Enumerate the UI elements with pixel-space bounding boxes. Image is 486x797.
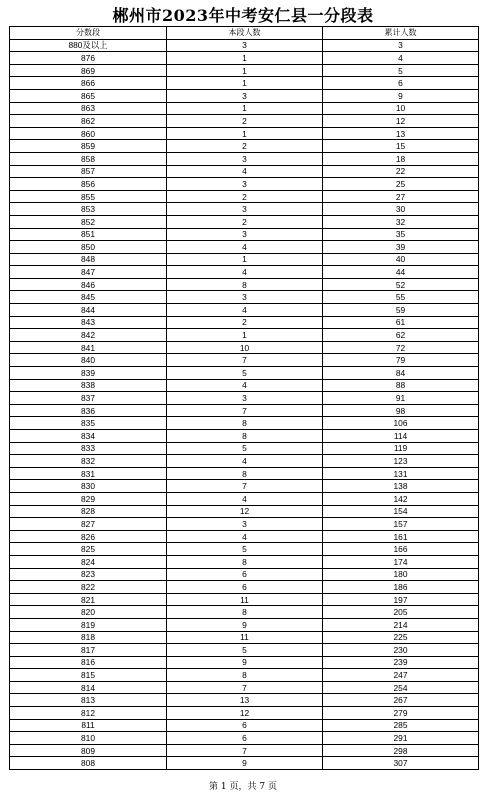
score-cell: 847	[10, 266, 167, 279]
cumulative-count-cell: 61	[323, 316, 479, 329]
segment-count-cell: 6	[167, 732, 323, 745]
segment-count-cell: 1	[167, 77, 323, 90]
segment-count-cell: 3	[167, 203, 323, 216]
table-row	[10, 631, 479, 644]
segment-count-cell: 1	[167, 329, 323, 342]
table-row	[10, 367, 479, 380]
table-row	[10, 644, 479, 657]
score-cell: 821	[10, 593, 167, 606]
table-row	[10, 77, 479, 90]
segment-count-cell: 7	[167, 354, 323, 367]
cumulative-count-cell: 197	[323, 593, 479, 606]
segment-count-cell: 12	[167, 707, 323, 720]
cumulative-count-cell: 39	[323, 241, 479, 254]
segment-count-cell: 11	[167, 593, 323, 606]
table-row	[10, 568, 479, 581]
cumulative-count-cell: 3	[323, 39, 479, 52]
segment-count-cell: 5	[167, 543, 323, 556]
segment-count-cell: 4	[167, 455, 323, 468]
score-cell: 853	[10, 203, 167, 216]
score-cell: 848	[10, 253, 167, 266]
header-segment-count: 本段人数	[167, 27, 323, 40]
cumulative-count-cell: 98	[323, 404, 479, 417]
cumulative-count-cell: 6	[323, 77, 479, 90]
score-cell: 832	[10, 455, 167, 468]
segment-count-cell: 7	[167, 681, 323, 694]
cumulative-count-cell: 40	[323, 253, 479, 266]
segment-count-cell: 1	[167, 52, 323, 65]
cumulative-count-cell: 25	[323, 178, 479, 191]
table-row	[10, 707, 479, 720]
segment-count-cell: 3	[167, 392, 323, 405]
cumulative-count-cell: 27	[323, 190, 479, 203]
cumulative-count-cell: 88	[323, 379, 479, 392]
segment-count-cell: 4	[167, 266, 323, 279]
cumulative-count-cell: 205	[323, 606, 479, 619]
cumulative-count-cell: 91	[323, 392, 479, 405]
score-cell: 866	[10, 77, 167, 90]
segment-count-cell: 4	[167, 379, 323, 392]
cumulative-count-cell: 123	[323, 455, 479, 468]
cumulative-count-cell: 59	[323, 304, 479, 317]
segment-count-cell: 3	[167, 178, 323, 191]
score-cell: 819	[10, 618, 167, 631]
cumulative-count-cell: 131	[323, 467, 479, 480]
cumulative-count-cell: 79	[323, 354, 479, 367]
table-row	[10, 140, 479, 153]
table-row	[10, 304, 479, 317]
segment-count-cell: 9	[167, 757, 323, 770]
table-row	[10, 455, 479, 468]
cumulative-count-cell: 32	[323, 215, 479, 228]
table-row	[10, 618, 479, 631]
segment-count-cell: 7	[167, 404, 323, 417]
score-cell: 829	[10, 492, 167, 505]
segment-count-cell: 5	[167, 644, 323, 657]
cumulative-count-cell: 13	[323, 127, 479, 140]
cumulative-count-cell: 174	[323, 555, 479, 568]
table-row	[10, 228, 479, 241]
score-cell: 844	[10, 304, 167, 317]
cumulative-count-cell: 35	[323, 228, 479, 241]
cumulative-count-cell: 230	[323, 644, 479, 657]
segment-count-cell: 4	[167, 492, 323, 505]
table-row	[10, 543, 479, 556]
score-cell: 834	[10, 430, 167, 443]
segment-count-cell: 8	[167, 278, 323, 291]
cumulative-count-cell: 52	[323, 278, 479, 291]
score-cell: 857	[10, 165, 167, 178]
cumulative-count-cell: 114	[323, 430, 479, 443]
cumulative-count-cell: 119	[323, 442, 479, 455]
segment-count-cell: 2	[167, 316, 323, 329]
table-row	[10, 593, 479, 606]
page-title: 郴州市2023年中考安仁县一分段表	[112, 6, 374, 25]
segment-count-cell: 7	[167, 744, 323, 757]
table-row	[10, 467, 479, 480]
segment-count-cell: 8	[167, 606, 323, 619]
segment-count-cell: 6	[167, 581, 323, 594]
segment-count-cell: 3	[167, 228, 323, 241]
score-cell: 842	[10, 329, 167, 342]
segment-count-cell: 3	[167, 152, 323, 165]
segment-count-cell: 2	[167, 215, 323, 228]
segment-count-cell: 5	[167, 367, 323, 380]
segment-count-cell: 6	[167, 719, 323, 732]
table-row	[10, 329, 479, 342]
score-cell: 809	[10, 744, 167, 757]
cumulative-count-cell: 247	[323, 669, 479, 682]
segment-count-cell: 5	[167, 442, 323, 455]
score-cell: 876	[10, 52, 167, 65]
score-cell: 856	[10, 178, 167, 191]
table-row	[10, 492, 479, 505]
cumulative-count-cell: 225	[323, 631, 479, 644]
score-cell: 813	[10, 694, 167, 707]
score-cell: 811	[10, 719, 167, 732]
score-cell: 812	[10, 707, 167, 720]
score-cell: 823	[10, 568, 167, 581]
table-row	[10, 152, 479, 165]
score-cell: 850	[10, 241, 167, 254]
table-row	[10, 404, 479, 417]
table-row	[10, 480, 479, 493]
segment-count-cell: 8	[167, 417, 323, 430]
cumulative-count-cell: 142	[323, 492, 479, 505]
page-footer: 第 1 页，共 7 页	[209, 782, 277, 792]
score-cell: 824	[10, 555, 167, 568]
score-cell: 833	[10, 442, 167, 455]
cumulative-count-cell: 72	[323, 341, 479, 354]
table-row	[10, 581, 479, 594]
segment-count-cell: 4	[167, 165, 323, 178]
score-cell: 831	[10, 467, 167, 480]
table-row	[10, 442, 479, 455]
score-cell: 846	[10, 278, 167, 291]
segment-count-cell: 4	[167, 304, 323, 317]
header-cumulative-count: 累计人数	[323, 27, 479, 40]
table-row	[10, 354, 479, 367]
score-cell: 869	[10, 64, 167, 77]
cumulative-count-cell: 154	[323, 505, 479, 518]
cumulative-count-cell: 214	[323, 618, 479, 631]
score-distribution-table	[9, 26, 479, 770]
table-row	[10, 291, 479, 304]
table-row	[10, 392, 479, 405]
score-cell: 818	[10, 631, 167, 644]
score-cell: 859	[10, 140, 167, 153]
cumulative-count-cell: 5	[323, 64, 479, 77]
score-cell: 840	[10, 354, 167, 367]
score-cell: 880及以上	[10, 39, 167, 52]
cumulative-count-cell: 279	[323, 707, 479, 720]
score-cell: 839	[10, 367, 167, 380]
table-row	[10, 64, 479, 77]
table-row	[10, 518, 479, 531]
table-body	[10, 39, 479, 769]
cumulative-count-cell: 166	[323, 543, 479, 556]
score-cell: 827	[10, 518, 167, 531]
segment-count-cell: 1	[167, 127, 323, 140]
cumulative-count-cell: 157	[323, 518, 479, 531]
table-row	[10, 266, 479, 279]
score-cell: 810	[10, 732, 167, 745]
segment-count-cell: 6	[167, 568, 323, 581]
score-cell: 830	[10, 480, 167, 493]
table-row	[10, 52, 479, 65]
cumulative-count-cell: 106	[323, 417, 479, 430]
table-row	[10, 719, 479, 732]
segment-count-cell: 2	[167, 115, 323, 128]
table-row	[10, 694, 479, 707]
table-row	[10, 341, 479, 354]
score-cell: 822	[10, 581, 167, 594]
table-row	[10, 744, 479, 757]
cumulative-count-cell: 267	[323, 694, 479, 707]
score-cell: 825	[10, 543, 167, 556]
score-cell: 843	[10, 316, 167, 329]
score-cell: 828	[10, 505, 167, 518]
score-cell: 814	[10, 681, 167, 694]
score-cell: 820	[10, 606, 167, 619]
segment-count-cell: 4	[167, 241, 323, 254]
cumulative-count-cell: 180	[323, 568, 479, 581]
segment-count-cell: 9	[167, 618, 323, 631]
segment-count-cell: 1	[167, 64, 323, 77]
score-cell: 855	[10, 190, 167, 203]
score-cell: 838	[10, 379, 167, 392]
cumulative-count-cell: 84	[323, 367, 479, 380]
segment-count-cell: 8	[167, 467, 323, 480]
score-cell: 845	[10, 291, 167, 304]
cumulative-count-cell: 9	[323, 89, 479, 102]
table-row	[10, 39, 479, 52]
table-row	[10, 102, 479, 115]
segment-count-cell: 3	[167, 291, 323, 304]
segment-count-cell: 11	[167, 631, 323, 644]
table-row	[10, 203, 479, 216]
segment-count-cell: 8	[167, 555, 323, 568]
score-cell: 835	[10, 417, 167, 430]
cumulative-count-cell: 30	[323, 203, 479, 216]
cumulative-count-cell: 254	[323, 681, 479, 694]
table-header-row	[10, 27, 479, 40]
segment-count-cell: 2	[167, 190, 323, 203]
score-cell: 826	[10, 530, 167, 543]
segment-count-cell: 2	[167, 140, 323, 153]
table-row	[10, 178, 479, 191]
cumulative-count-cell: 12	[323, 115, 479, 128]
segment-count-cell: 1	[167, 102, 323, 115]
segment-count-cell: 4	[167, 530, 323, 543]
cumulative-count-cell: 10	[323, 102, 479, 115]
cumulative-count-cell: 4	[323, 52, 479, 65]
segment-count-cell: 7	[167, 480, 323, 493]
table-row	[10, 732, 479, 745]
score-cell: 862	[10, 115, 167, 128]
table-row	[10, 316, 479, 329]
score-cell: 852	[10, 215, 167, 228]
segment-count-cell: 13	[167, 694, 323, 707]
segment-count-cell: 8	[167, 669, 323, 682]
score-cell: 817	[10, 644, 167, 657]
score-cell: 808	[10, 757, 167, 770]
score-cell: 858	[10, 152, 167, 165]
table-row	[10, 555, 479, 568]
cumulative-count-cell: 285	[323, 719, 479, 732]
cumulative-count-cell: 298	[323, 744, 479, 757]
table-row	[10, 241, 479, 254]
header-score-range: 分数段	[10, 27, 167, 40]
segment-count-cell: 3	[167, 39, 323, 52]
table-row	[10, 417, 479, 430]
segment-count-cell: 10	[167, 341, 323, 354]
segment-count-cell: 3	[167, 518, 323, 531]
table-row	[10, 379, 479, 392]
cumulative-count-cell: 62	[323, 329, 479, 342]
score-cell: 863	[10, 102, 167, 115]
score-cell: 841	[10, 341, 167, 354]
cumulative-count-cell: 55	[323, 291, 479, 304]
cumulative-count-cell: 186	[323, 581, 479, 594]
table-row	[10, 656, 479, 669]
table-row	[10, 530, 479, 543]
score-cell: 837	[10, 392, 167, 405]
table-row	[10, 430, 479, 443]
score-cell: 851	[10, 228, 167, 241]
table-row	[10, 253, 479, 266]
segment-count-cell: 12	[167, 505, 323, 518]
table-row	[10, 669, 479, 682]
cumulative-count-cell: 307	[323, 757, 479, 770]
cumulative-count-cell: 22	[323, 165, 479, 178]
table-row	[10, 115, 479, 128]
table-row	[10, 505, 479, 518]
score-cell: 816	[10, 656, 167, 669]
table-row	[10, 165, 479, 178]
table-row	[10, 215, 479, 228]
table-row	[10, 681, 479, 694]
score-cell: 815	[10, 669, 167, 682]
table-row	[10, 127, 479, 140]
segment-count-cell: 1	[167, 253, 323, 266]
cumulative-count-cell: 138	[323, 480, 479, 493]
cumulative-count-cell: 161	[323, 530, 479, 543]
score-cell: 860	[10, 127, 167, 140]
table-row	[10, 606, 479, 619]
segment-count-cell: 3	[167, 89, 323, 102]
table-row	[10, 757, 479, 770]
table-row	[10, 190, 479, 203]
cumulative-count-cell: 239	[323, 656, 479, 669]
table-row	[10, 278, 479, 291]
table-row	[10, 89, 479, 102]
cumulative-count-cell: 18	[323, 152, 479, 165]
segment-count-cell: 8	[167, 430, 323, 443]
segment-count-cell: 9	[167, 656, 323, 669]
cumulative-count-cell: 15	[323, 140, 479, 153]
score-cell: 836	[10, 404, 167, 417]
cumulative-count-cell: 44	[323, 266, 479, 279]
score-cell: 865	[10, 89, 167, 102]
cumulative-count-cell: 291	[323, 732, 479, 745]
